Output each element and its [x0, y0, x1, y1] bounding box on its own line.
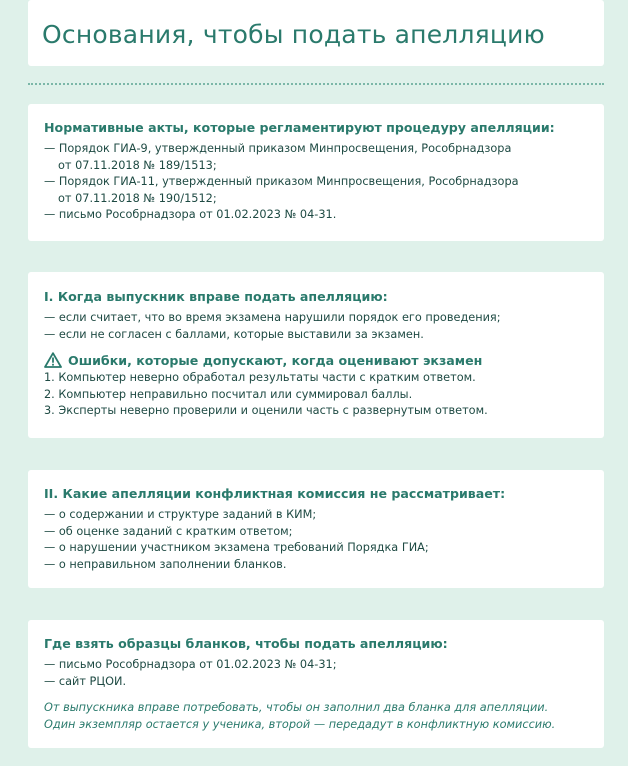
note-line: От выпускника вправе потребовать, чтобы он заполнил два бланка для апелляции. [44, 701, 549, 714]
list-item: — Порядок ГИА-9, утвержденный приказом Минпросвещения, Рособрнадзора [44, 142, 512, 155]
not-considered-card [28, 470, 604, 588]
list-item: от 07.11.2018 № 189/1513; [58, 158, 217, 172]
list-item: — Порядок ГИА-11, утвержденный приказом Минпросвещения, Рособрнадзора [44, 175, 519, 188]
list-item: 2. Компьютер неправильно посчитал или суммировал баллы. [44, 387, 413, 401]
list-item: 3. Эксперты неверно проверили и оценили часть с развернутым ответом. [44, 404, 488, 417]
list-item: — если считает, что во время экзамена нарушили порядок его проведения; [44, 311, 501, 324]
form-samples-heading: Где взять образцы бланков, чтобы подать апелляцию: [44, 636, 448, 651]
when-to-appeal-heading: I. Когда выпускник вправе подать апелляцию: [44, 289, 388, 304]
dotted-divider [28, 83, 604, 85]
warning-triangle-icon [44, 352, 62, 368]
list-item: — о неправильном заполнении бланков. [44, 557, 287, 571]
form-samples-card [28, 620, 604, 748]
title-card [28, 0, 604, 66]
when-to-appeal-card [28, 272, 604, 438]
normative-acts-heading: Нормативные акты, которые регламентируют процедуру апелляции: [44, 120, 555, 135]
not-considered-heading: II. Какие апелляции конфликтная комиссия не рассматривает: [44, 486, 506, 501]
warning-heading: Ошибки, которые допускают, когда оценивают экзамен [68, 352, 483, 368]
list-item: — сайт РЦОИ. [44, 674, 127, 688]
list-item: — если не согласен с баллами, которые выставили за экзамен. [44, 327, 424, 341]
list-item: — о нарушении участником экзамена требований Порядка ГИА; [44, 541, 429, 554]
note-line: Один экземпляр остается у ученика, второй — передадут в конфликтную комиссию. [44, 718, 556, 731]
list-item: — о содержании и структуре заданий в КИМ; [44, 508, 317, 521]
page-title: Основания, чтобы подать апелляцию [42, 20, 545, 49]
list-item: 1. Компьютер неверно обработал результаты части с кратким ответом. [44, 371, 476, 384]
list-item: от 07.11.2018 № 190/1512; [58, 191, 217, 205]
list-item: — письмо Рособрнадзора от 01.02.2023 № 04-31. [44, 208, 337, 221]
warning-row [44, 352, 586, 368]
list-item: — об оценке заданий с кратким ответом; [44, 524, 293, 538]
italic-note [44, 699, 586, 733]
list-item: — письмо Рособрнадзора от 01.02.2023 № 04-31; [44, 658, 337, 671]
normative-acts-card [28, 104, 604, 241]
